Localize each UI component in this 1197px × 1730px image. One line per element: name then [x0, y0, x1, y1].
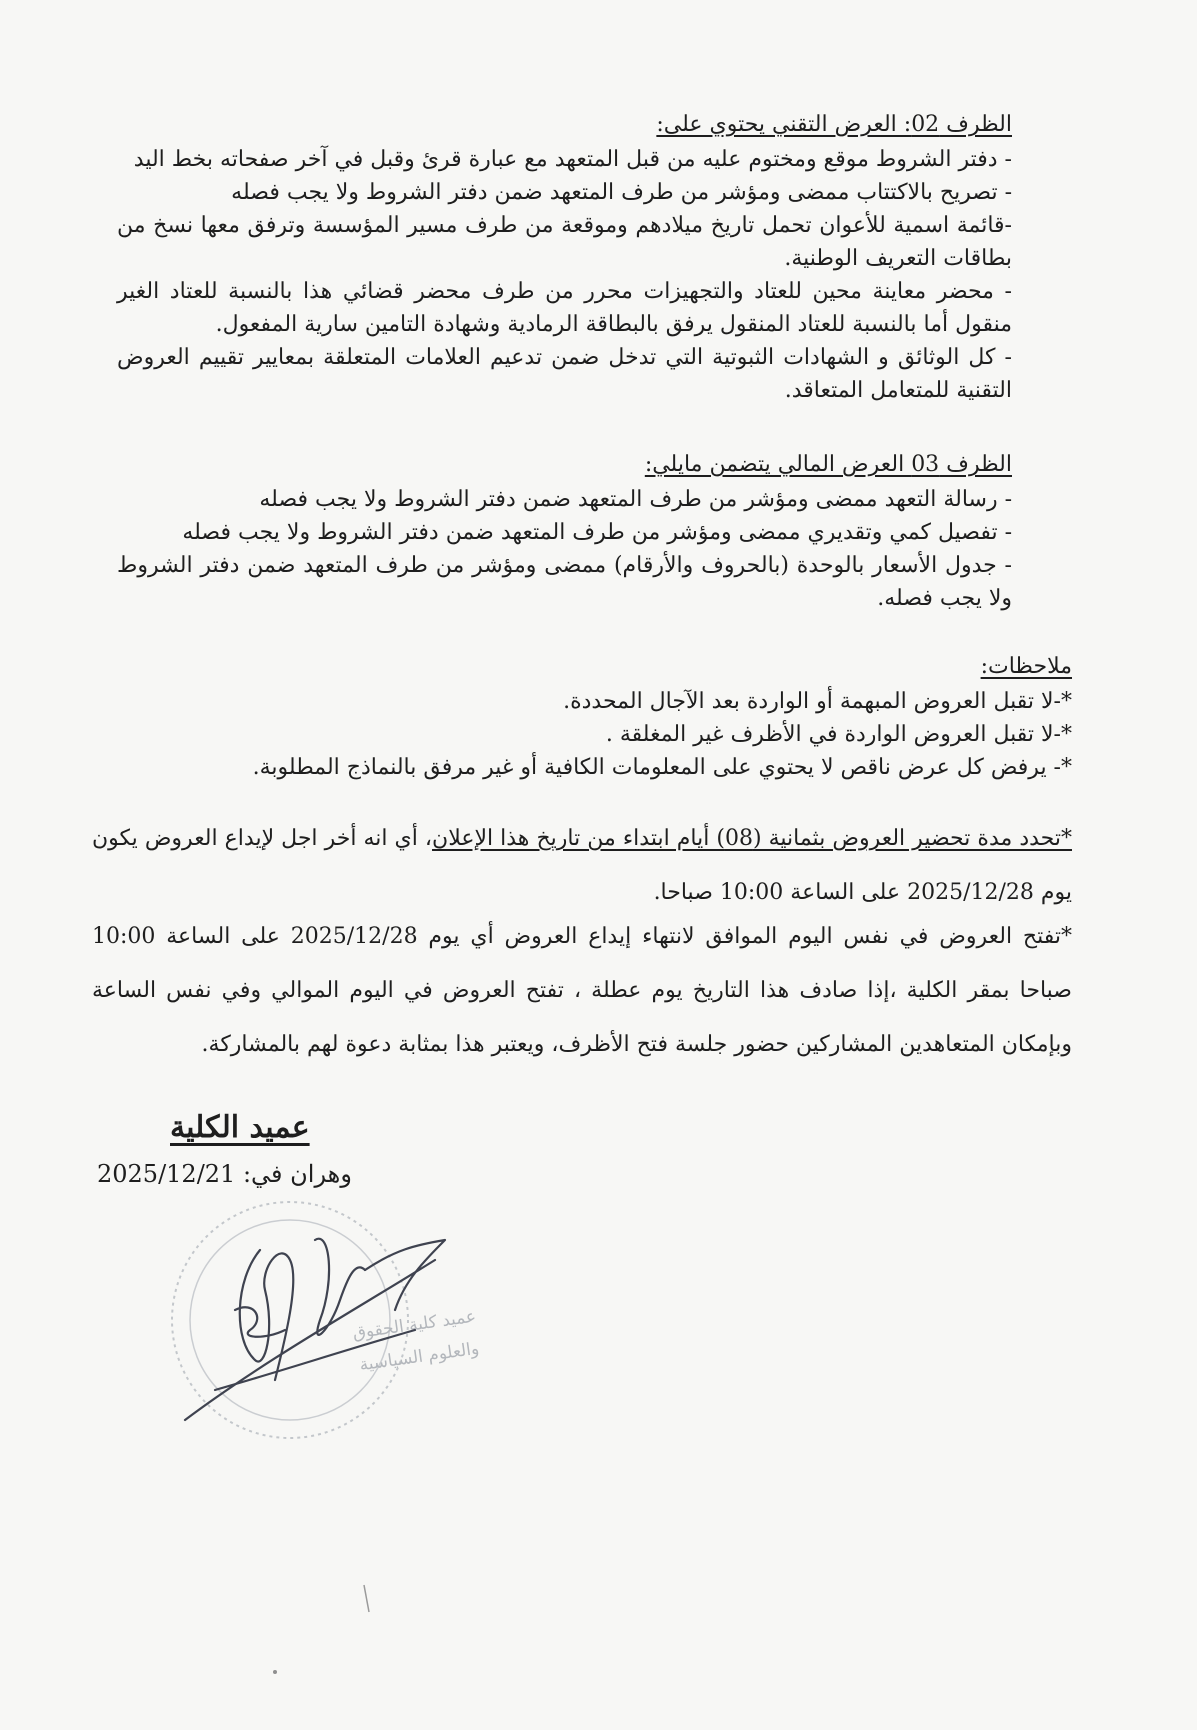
notes-section	[192, 650, 1072, 784]
technical-item: - محضر معاينة محين للعتاد والتجهيزات محرر من طرف محضر قضائي هذا بالنسبة للعتاد الغير منقول أما بالنسبة للعتاد المنقول يرفق بالبطاقة الرمادية وشهادة التامين سارية المفعول.	[117, 279, 1012, 337]
financial-item: - تفصيل كمي وتقديري ممضى ومؤشر من طرف المتعهد ضمن دفتر الشروط ولا يجب فصله	[182, 520, 1012, 545]
technical-item: -قائمة اسمية للأعوان تحمل تاريخ ميلادهم وموقعة من طرف مسير المؤسسة وترفق معها نسخ من بطاقات التعريف الوطنية.	[117, 213, 1012, 271]
stamp-lettering: عميد كلية الحقوق	[351, 1306, 478, 1344]
financial-envelope-section	[117, 448, 1012, 615]
technical-envelope-heading: الظرف 02: العرض التقني يحتوي على:	[656, 112, 1012, 137]
stamp-and-signature	[115, 1190, 515, 1460]
opening-text: *تفتح العروض في نفس اليوم الموافق لانتهاء إيداع العروض أي يوم 2025/12/28 على الساعة 10:00 صباحا بمقر الكلية ،إذا صادف هذا التاريخ يوم عطلة ، تفتح العروض في اليوم الموالي وفي نفس الساعة وبإمكان المتعاهدين المشاركين حضور جلسة فتح الأظرف، ويعتبر هذا بمثابة دعوة لهم بالمشاركة.	[92, 924, 1072, 1057]
technical-item: - تصريح بالاكتتاب ممضى ومؤشر من طرف المتعهد ضمن دفتر الشروط ولا يجب فصله	[231, 180, 1012, 205]
technical-item: - دفتر الشروط موقع ومختوم عليه من قبل المتعهد مع عبارة قرئ وقبل في آخر صفحاته بخط اليد	[133, 147, 1012, 172]
notes-heading: ملاحظات:	[980, 654, 1072, 679]
deadline-text: ، أي انه أخر اجل لإيداع العروض يكون يوم 2025/12/28 على الساعة 10:00 صباحا.	[92, 826, 1072, 905]
note-item: *-لا تقبل العروض المبهمة أو الواردة بعد الآجال المحددة.	[563, 689, 1072, 714]
deadline-underlined-text: *تحدد مدة تحضير العروض بثمانية (08) أيام ابتداء من تاريخ هذا الإعلان	[432, 826, 1072, 851]
note-item: *- يرفض كل عرض ناقص لا يحتوي على المعلومات الكافية أو غير مرفق بالنماذج المطلوبة.	[252, 755, 1072, 780]
place-date: وهران في: 2025/12/21	[97, 1160, 352, 1188]
stamp-lettering: والعلوم السياسية	[358, 1338, 481, 1376]
stamp-seal	[172, 1202, 480, 1438]
opening-paragraph	[92, 910, 1072, 1072]
financial-item: - جدول الأسعار بالوحدة (بالحروف والأرقام) ممضى ومؤشر من طرف المتعهد ضمن دفتر الشروط ولا يجب فصله.	[117, 553, 1012, 611]
deadline-paragraph	[92, 812, 1072, 920]
financial-item: - رسالة التعهد ممضى ومؤشر من طرف المتعهد ضمن دفتر الشروط ولا يجب فصله	[259, 487, 1012, 512]
technical-envelope-section	[117, 108, 1012, 407]
dean-title: عميد الكلية	[170, 1110, 310, 1145]
financial-envelope-heading: الظرف 03 العرض المالي يتضمن مايلي:	[644, 452, 1012, 477]
note-item: *-لا تقبل العروض الواردة في الأظرف غير المغلقة .	[605, 722, 1072, 747]
technical-item: - كل الوثائق و الشهادات الثبوتية التي تدخل ضمن تدعيم العلامات المتعلقة بمعايير تقييم العروض التقنية للمتعامل المتعاقد.	[117, 345, 1012, 403]
